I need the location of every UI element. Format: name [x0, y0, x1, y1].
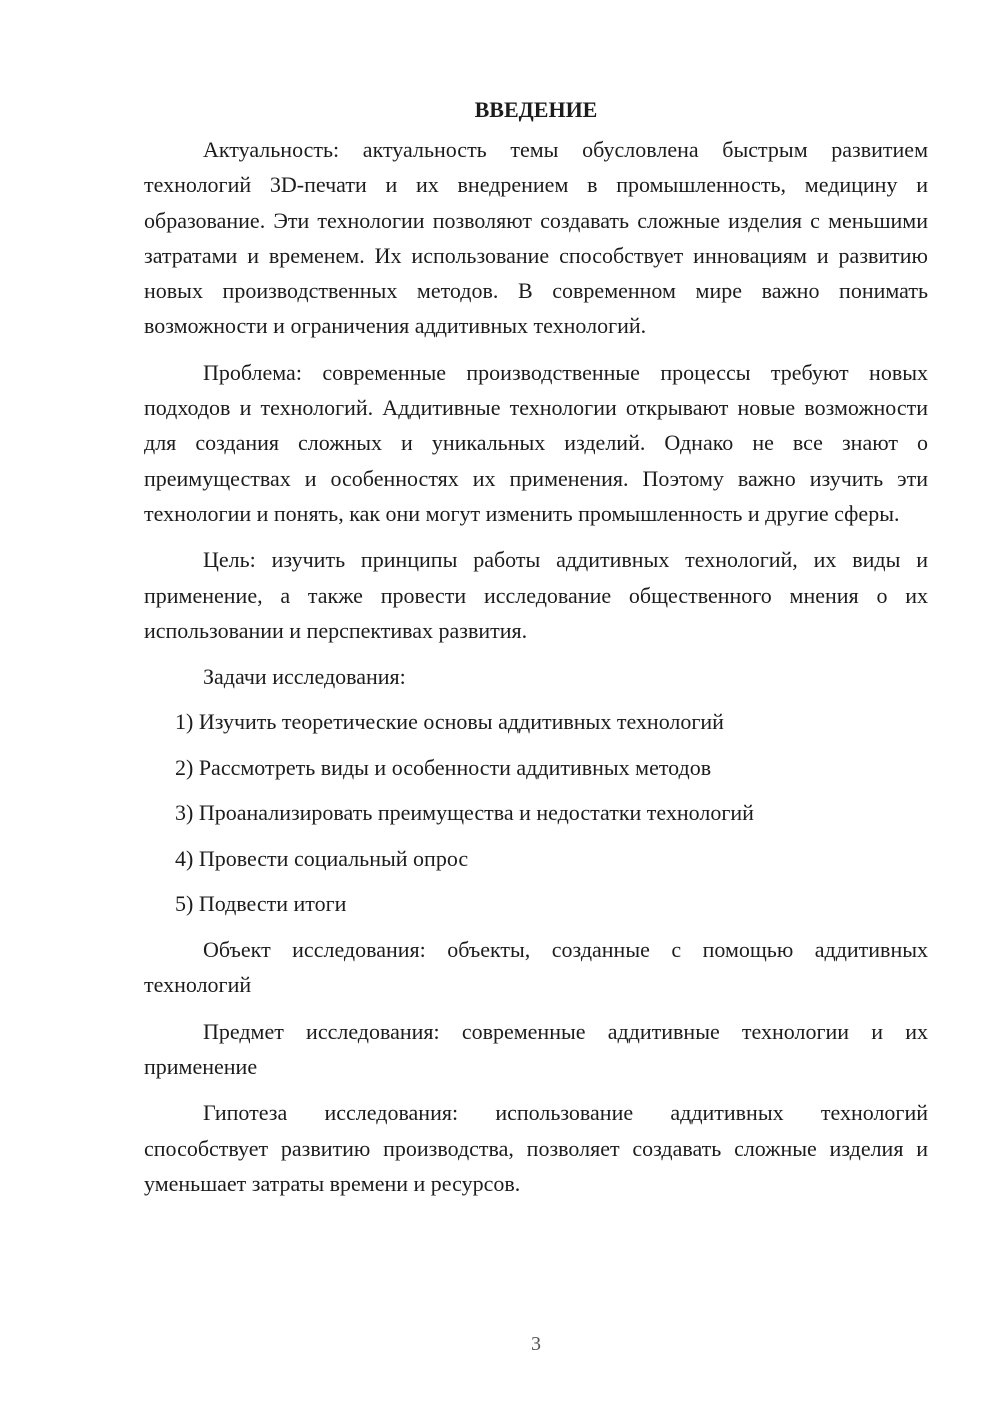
list-item: 2) Рассмотреть виды и особенности аддитивных методов — [175, 754, 712, 780]
paragraph-object: Объект исследования: объекты, созданные с помощью аддитивных технологий — [144, 937, 928, 998]
paragraph-problem: Проблема: современные производственные процессы требуют новых подходов и технологий. Аддитивные технологии открывают новые возможности для создания сложных и уникальных изделий. Однако не все знают о преимуществах и особенностях их применения. Поэтому важно изучить эти технологии и понять, как они могут изменить промышленность и другие сферы. — [144, 359, 928, 526]
paragraph-subject: Предмет исследования: современные аддитивные технологии и их применение — [144, 1018, 928, 1080]
paragraph-goal: Цель: изучить принципы работы аддитивных технологий, их виды и применение, а также провести исследование общественного мнения о их использовании и перспективах развития. — [144, 547, 928, 643]
list-item: 4) Провести социальный опрос — [175, 845, 469, 871]
list-item: 5) Подвести итоги — [175, 891, 347, 917]
tasks-heading: Задачи исследования: — [203, 664, 406, 690]
list-item: 1) Изучить теоретические основы аддитивных технологий — [175, 709, 724, 735]
document-page — [144, 92, 928, 1212]
paragraph-hypothesis: Гипотеза исследования: использование аддитивных технологий способствует развитию производства, позволяет создавать сложные изделия и уменьшает затраты времени и ресурсов. — [144, 1100, 928, 1196]
paragraph-relevance: Актуальность: актуальность темы обусловлена быстрым развитием технологий 3D-печати и их внедрением в промышленность, медицину и образование. Эти технологии позволяют создавать сложные изделия с меньшими затратами и временем. Их использование способствует инновациям и развитию новых производственных методов. В современном мире важно понимать возможности и ограничения аддитивных технологий. — [144, 137, 928, 339]
page-number: 3 — [531, 1333, 541, 1355]
page-title: ВВЕДЕНИЕ — [474, 97, 598, 122]
tasks-list — [144, 704, 928, 921]
list-item: 3) Проанализировать преимущества и недостатки технологий — [175, 800, 754, 826]
